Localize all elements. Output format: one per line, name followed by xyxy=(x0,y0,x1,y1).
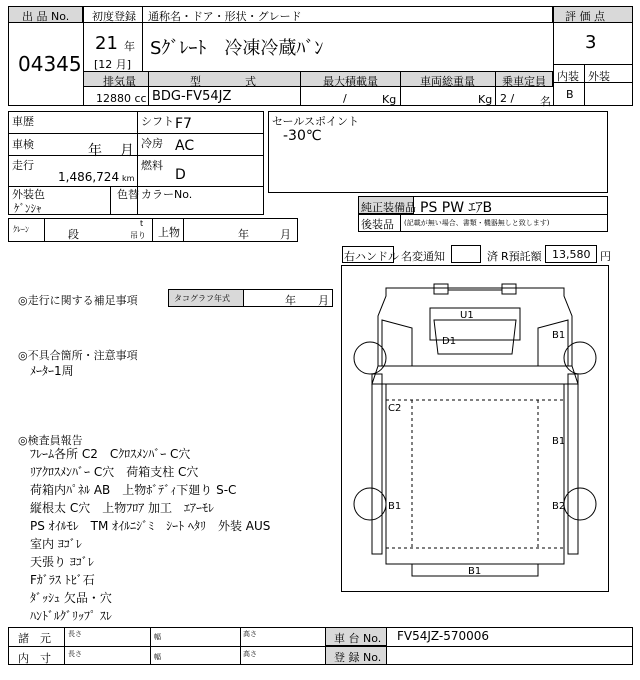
report-line: 荷箱内ﾊﾟﾈﾙ AB 上物ﾎﾞﾃﾞｨ下廻り S-C xyxy=(30,483,237,497)
mark-d1: D1 xyxy=(442,336,457,347)
recycle-amount: 13,580 xyxy=(552,248,591,261)
crane-tons: t xyxy=(140,219,144,228)
name-change-box xyxy=(451,245,481,263)
mark-b2-rear-right: B2 xyxy=(552,501,566,512)
chassis-label: 車 台 No. xyxy=(334,632,382,645)
report-line: ﾊﾝﾄﾞﾙｸﾞﾘｯﾌﾟ ｽﾚ xyxy=(30,609,112,623)
equipment-value: PS PW ｴｱB xyxy=(420,200,493,216)
lot-no: 04345 xyxy=(18,52,82,76)
gross-weight-unit: Kg xyxy=(478,93,493,106)
max-load-slash: / xyxy=(343,92,347,105)
specs-header xyxy=(83,71,553,87)
width-label-2: 幅 xyxy=(154,653,161,661)
recycle-label: R預託額 xyxy=(501,250,542,263)
report-line: ﾀﾞｯｼｭ 欠品・穴 xyxy=(30,591,112,605)
ext-color-value: ｹﾞﾝｼｬ xyxy=(14,202,42,215)
report-line: ﾘｱｸﾛｽﾒﾝﾊﾞｰ C穴 荷箱支柱 C穴 xyxy=(30,465,199,479)
aftermarket-note: (記載が無い場合、書類・機器無しと致します) xyxy=(404,219,550,227)
mark-c2: C2 xyxy=(388,403,402,414)
max-load-label: 最大積載量 xyxy=(323,75,378,88)
equipment-label: 純正装備品 xyxy=(361,201,416,214)
driving-title: ◎走行に関する補足事項 xyxy=(18,294,138,307)
report-line: ﾌﾚｰﾑ各所 C2 Cｸﾛｽﾒﾝﾊﾞｰ C穴 xyxy=(30,447,191,461)
recycle-prefix: 済 xyxy=(487,250,498,263)
width-label: 幅 xyxy=(154,633,161,641)
capacity-label: 乗車定員 xyxy=(502,75,546,88)
mark-b1-rear: B1 xyxy=(468,566,482,577)
max-load-unit: Kg xyxy=(382,93,397,106)
color-change-label: 色替 xyxy=(117,188,139,201)
inspection-month: 月 xyxy=(120,143,134,159)
displacement-value: 12880 cc xyxy=(96,92,147,105)
model-code-label: 型 式 xyxy=(190,75,256,88)
length-label: 長さ xyxy=(68,630,82,638)
tacho-year: 年 xyxy=(285,294,296,307)
crane-lift: 吊り xyxy=(130,231,146,240)
yen-label: 円 xyxy=(600,250,611,263)
inspection-year: 年 xyxy=(88,143,102,159)
capacity-unit: 名 xyxy=(540,95,551,108)
truck-diagram xyxy=(342,266,608,591)
lot-no-label: 出 品 No. xyxy=(22,10,70,23)
fuel-label: 燃料 xyxy=(141,159,163,172)
reg-month: [12 月] xyxy=(94,58,132,71)
lift-year: 年 xyxy=(238,228,249,241)
crane-label: ｸﾚｰﾝ xyxy=(13,225,29,234)
displacement-label: 排気量 xyxy=(103,75,136,88)
lift-month: 月 xyxy=(280,228,291,241)
mileage-value: 1,486,724 xyxy=(58,170,120,184)
length-label-2: 長さ xyxy=(68,650,82,658)
shift-label: シフト xyxy=(141,115,174,128)
inspector-title: ◎検査員報告 xyxy=(18,434,83,447)
mileage-unit: km xyxy=(122,174,135,183)
mark-b1-front-right: B1 xyxy=(552,330,566,341)
mark-b1-right: B1 xyxy=(552,436,566,447)
tacho-label: タコグラフ年式 xyxy=(174,294,230,303)
crane-steps: 段 xyxy=(68,228,79,241)
tacho-month: 月 xyxy=(318,294,329,307)
exterior-label: 外装 xyxy=(588,70,610,83)
year-unit: 年 xyxy=(124,40,135,53)
sales-point-value: -30℃ xyxy=(283,128,322,144)
ext-color-label: 外装色 xyxy=(12,188,45,201)
score-value: 3 xyxy=(585,32,597,53)
interior-label: 内装 xyxy=(557,70,579,83)
score-label: 評 価 点 xyxy=(565,10,605,23)
report-line: 天張り ﾖｺﾞﾚ xyxy=(30,555,94,569)
mark-u1: U1 xyxy=(460,310,474,321)
interior-grade: B xyxy=(566,88,574,101)
height-label: 高さ xyxy=(243,630,257,638)
report-line: Fｶﾞﾗｽ ﾄﾋﾞ石 xyxy=(30,573,95,587)
interior-dims-label: 内 寸 xyxy=(18,652,51,665)
damage-diagram xyxy=(341,265,609,592)
reg-year: 21 xyxy=(95,33,118,54)
fuel-value: D xyxy=(175,167,186,183)
gross-weight-label: 車両総重量 xyxy=(420,75,475,88)
report-line: PS ｵｲﾙﾓﾚ TM ｵｲﾙﾆｼﾞﾐ ｼｰﾄ ﾍﾀﾘ 外装 AUS xyxy=(30,519,271,533)
ac-label: 冷房 xyxy=(141,137,163,150)
dims-label: 諸 元 xyxy=(18,632,51,645)
mileage-label: 走行 xyxy=(12,159,34,172)
rhd-label: 右ハンドル xyxy=(344,250,399,263)
capacity-value: 2 / xyxy=(500,92,515,105)
reg-label: 登 録 No. xyxy=(334,651,382,664)
defect-line: ﾒｰﾀｰ1周 xyxy=(30,364,74,378)
name-change-label: 名変通知 xyxy=(401,250,445,263)
name-label: 通称名・ドア・形状・グレード xyxy=(148,10,302,23)
defects-title: ◎不具合箇所・注意事項 xyxy=(18,349,138,362)
aftermarket-label: 後装品 xyxy=(361,218,394,231)
height-label-2: 高さ xyxy=(243,650,257,658)
lift-label: 上物 xyxy=(158,226,180,239)
inspection-label: 車検 xyxy=(12,138,34,151)
color-no-label: カラーNo. xyxy=(141,188,193,201)
mark-b1-rear-left: B1 xyxy=(388,501,402,512)
model-code-value: BDG-FV54JZ xyxy=(152,89,232,104)
chassis-no: FV54JZ-570006 xyxy=(397,629,490,643)
report-line: 縦根太 C穴 上物ﾌﾛｱ 加工 ｴｱｰﾓﾚ xyxy=(30,501,215,515)
ac-value: AC xyxy=(175,138,195,154)
crane-row xyxy=(8,218,298,242)
report-line: 室内 ﾖｺﾞﾚ xyxy=(30,537,82,551)
model-name: Sｸﾞﾚｰﾄ 冷凍冷蔵ﾊﾞﾝ xyxy=(150,38,324,59)
history-label: 車歴 xyxy=(12,115,34,128)
sales-point-label: セールスポイント xyxy=(272,115,360,128)
first-reg-label: 初度登録 xyxy=(92,10,136,23)
shift-value: F7 xyxy=(175,116,192,132)
